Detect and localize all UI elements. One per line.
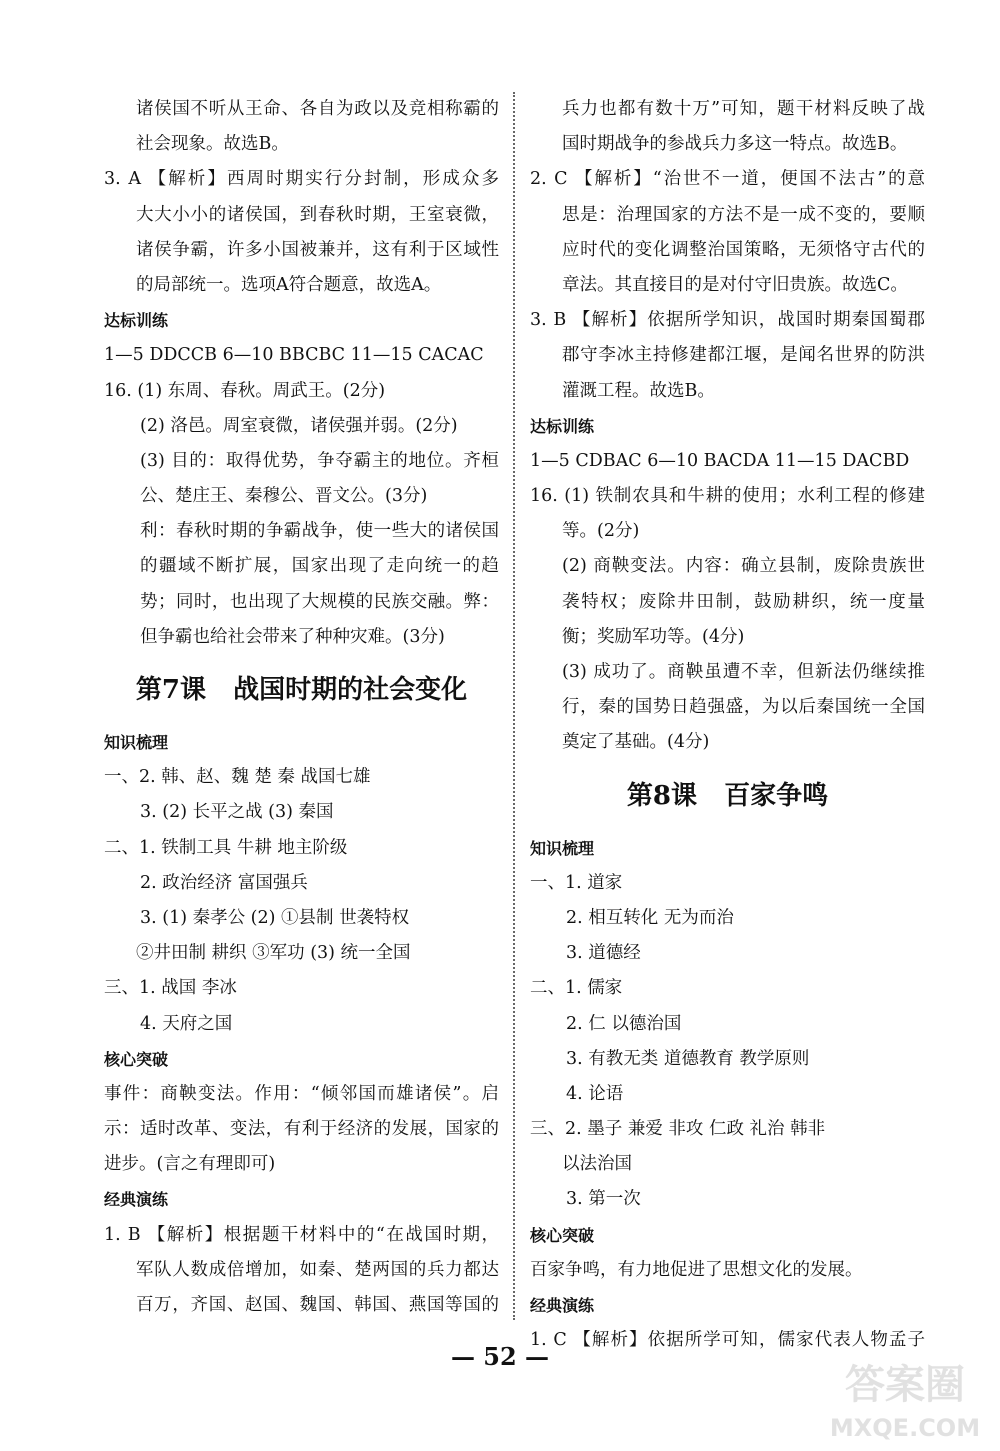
text-line: 诸侯国不听从王命、各自为政以及竞相称霸的 bbox=[136, 99, 499, 119]
text-line: 事件：商鞅变法。作用：“倾邻国而雄诸侯”。启 bbox=[104, 1083, 499, 1104]
lesson-title: 第8课 百家争鸣 bbox=[626, 780, 829, 811]
section-heading: 知识梳理 bbox=[104, 733, 169, 752]
text-line: 2. 仁 以德治国 bbox=[566, 1013, 682, 1034]
text-line: 一、1. 道家 bbox=[530, 872, 623, 893]
text-line: 社会现象。故选B。 bbox=[136, 134, 289, 155]
text-line: 诸侯争霸，许多小国被兼并，这有利于区域性 bbox=[136, 239, 499, 260]
text-line: 1. B 【解析】根据题干材料中的“在战国时期， bbox=[104, 1224, 499, 1245]
text-line: 3. 有教无类 道德教育 教学原则 bbox=[566, 1048, 810, 1069]
text-line: 3. (1) 秦孝公 (2) ①县制 世袭特权 bbox=[140, 907, 410, 928]
text-line: 示：适时改革、变法，有利于经济的发展，国家的 bbox=[104, 1119, 499, 1140]
text-line: 进步。(言之有理即可) bbox=[104, 1154, 276, 1175]
section-heading: 核心突破 bbox=[530, 1225, 595, 1245]
text-line: 郡守李冰主持修建都江堰，是闻名世界的防洪 bbox=[562, 345, 925, 366]
text-line: 一、2. 韩、赵、魏 楚 秦 战国七雄 bbox=[104, 767, 371, 788]
watermark-logo-text: 答案圈 bbox=[845, 1362, 965, 1408]
text-line: 2. C 【解析】“治世不一道，便国不法古”的意 bbox=[530, 169, 925, 190]
text-line: 16. (1) 东周、春秋。周武王。(2分) bbox=[104, 380, 386, 401]
text-line: 军队人数成倍增加，如秦、楚两国的兵力都达 bbox=[136, 1259, 499, 1280]
text-line: 大大小小的诸侯国，到春秋时期，王室衰微， bbox=[136, 204, 499, 225]
text-line: ②井田制 耕织 ③军功 (3) 统一全国 bbox=[136, 943, 411, 964]
text-line: 3. (2) 长平之战 (3) 秦国 bbox=[140, 802, 334, 823]
section-heading: 核心突破 bbox=[104, 1049, 169, 1069]
watermark-logo bbox=[820, 1350, 990, 1445]
text-line: 2. 相互转化 无为而治 bbox=[566, 907, 734, 928]
text-line: 利：春秋时期的争霸战争，使一些大的诸侯国 bbox=[140, 521, 499, 542]
text-line: 袭特权；废除井田制，鼓励耕织，统一度量 bbox=[562, 591, 925, 612]
text-line: 二、1. 铁制工具 牛耕 地主阶级 bbox=[104, 837, 348, 858]
text-line: 的局部统一。选项A符合题意，故选A。 bbox=[136, 274, 442, 295]
text-line: 三、2. 墨子 兼爱 非攻 仁政 礼治 韩非 bbox=[530, 1119, 826, 1140]
text-line: 行，秦的国势日趋强盛，为以后秦国统一全国 bbox=[562, 697, 925, 718]
text-line: 3. 第一次 bbox=[566, 1189, 641, 1210]
section-heading: 经典演练 bbox=[104, 1190, 169, 1210]
column-divider bbox=[513, 92, 515, 1320]
text-line: 三、1. 战国 李冰 bbox=[104, 978, 237, 999]
text-line: 百家争鸣，有力地促进了思想文化的发展。 bbox=[530, 1259, 863, 1280]
section-heading: 知识梳理 bbox=[530, 838, 595, 858]
text-line: 应时代的变化调整治国策略，无须恪守古代的 bbox=[562, 239, 925, 260]
text-line: 3. 道德经 bbox=[566, 943, 641, 964]
text-line: (2) 商鞅变法。内容：确立县制，废除贵族世 bbox=[562, 556, 925, 577]
text-line: 2. 政治经济 富国强兵 bbox=[140, 872, 308, 893]
text-line: 4. 论语 bbox=[566, 1083, 624, 1104]
text-line: 1. C 【解析】依据所学可知，儒家代表人物孟子 bbox=[530, 1330, 925, 1351]
text-line: 但争霸也给社会带来了种种灾难。(3分) bbox=[140, 626, 445, 647]
text-line: 4. 天府之国 bbox=[140, 1013, 233, 1034]
text-line: 百万，齐国、赵国、魏国、韩国、燕国等国的 bbox=[136, 1295, 499, 1315]
page-number: — 52 — bbox=[450, 1342, 550, 1371]
text-line: 奠定了基础。(4分) bbox=[562, 732, 710, 753]
text-line: 思是：治理国家的方法不是一成不变的，要顺 bbox=[562, 204, 925, 225]
left-column bbox=[104, 92, 499, 1323]
text-line: 国时期战争的参战兵力多这一特点。故选B。 bbox=[562, 134, 908, 155]
lesson-title: 第7课 战国时期的社会变化 bbox=[135, 675, 468, 705]
text-line: (3) 成功了。商鞅虽遭不幸，但新法仍继续推 bbox=[562, 662, 925, 682]
text-line: 3. A 【解析】西周时期实行分封制，形成众多 bbox=[104, 169, 499, 190]
text-line: 等。(2分) bbox=[562, 521, 640, 542]
text-line: 衡；奖励军功等。(4分) bbox=[562, 626, 745, 647]
section-heading: 经典演练 bbox=[530, 1296, 595, 1315]
right-column bbox=[530, 92, 925, 1358]
text-line: 势；同时，也出现了大规模的民族交融。弊： bbox=[140, 591, 499, 612]
watermark-site-text: MXQE.COM bbox=[829, 1414, 981, 1442]
text-line: (3) 目的：取得优势，争夺霸主的地位。齐桓 bbox=[140, 450, 499, 471]
text-line: 二、1. 儒家 bbox=[530, 978, 623, 999]
text-line: 以法治国 bbox=[562, 1154, 632, 1175]
text-line: 16. (1) 铁制农具和牛耕的使用；水利工程的修建 bbox=[530, 486, 925, 507]
text-line: (2) 洛邑。周室衰微，诸侯强并弱。(2分) bbox=[140, 415, 458, 436]
text-line: 的疆域不断扩展，国家出现了走向统一的趋 bbox=[140, 556, 499, 577]
text-line: 公、楚庄王、秦穆公、晋文公。(3分) bbox=[140, 486, 428, 507]
section-heading: 达标训练 bbox=[104, 311, 169, 331]
text-line: 章法。其直接目的是对付守旧贵族。故选C。 bbox=[562, 274, 908, 295]
text-line: 灌溉工程。故选B。 bbox=[562, 380, 715, 401]
section-heading: 达标训练 bbox=[530, 416, 595, 436]
text-line: 1—5 DDCCB 6—10 BBCBC 11—15 CACAC bbox=[104, 345, 484, 366]
text-line: 3. B 【解析】依据所学知识，战国时期秦国蜀郡 bbox=[530, 310, 925, 331]
text-line: 兵力也都有数十万”可知，题干材料反映了战 bbox=[562, 99, 925, 119]
text-line: 1—5 CDBAC 6—10 BACDA 11—15 DACBD bbox=[530, 450, 910, 471]
